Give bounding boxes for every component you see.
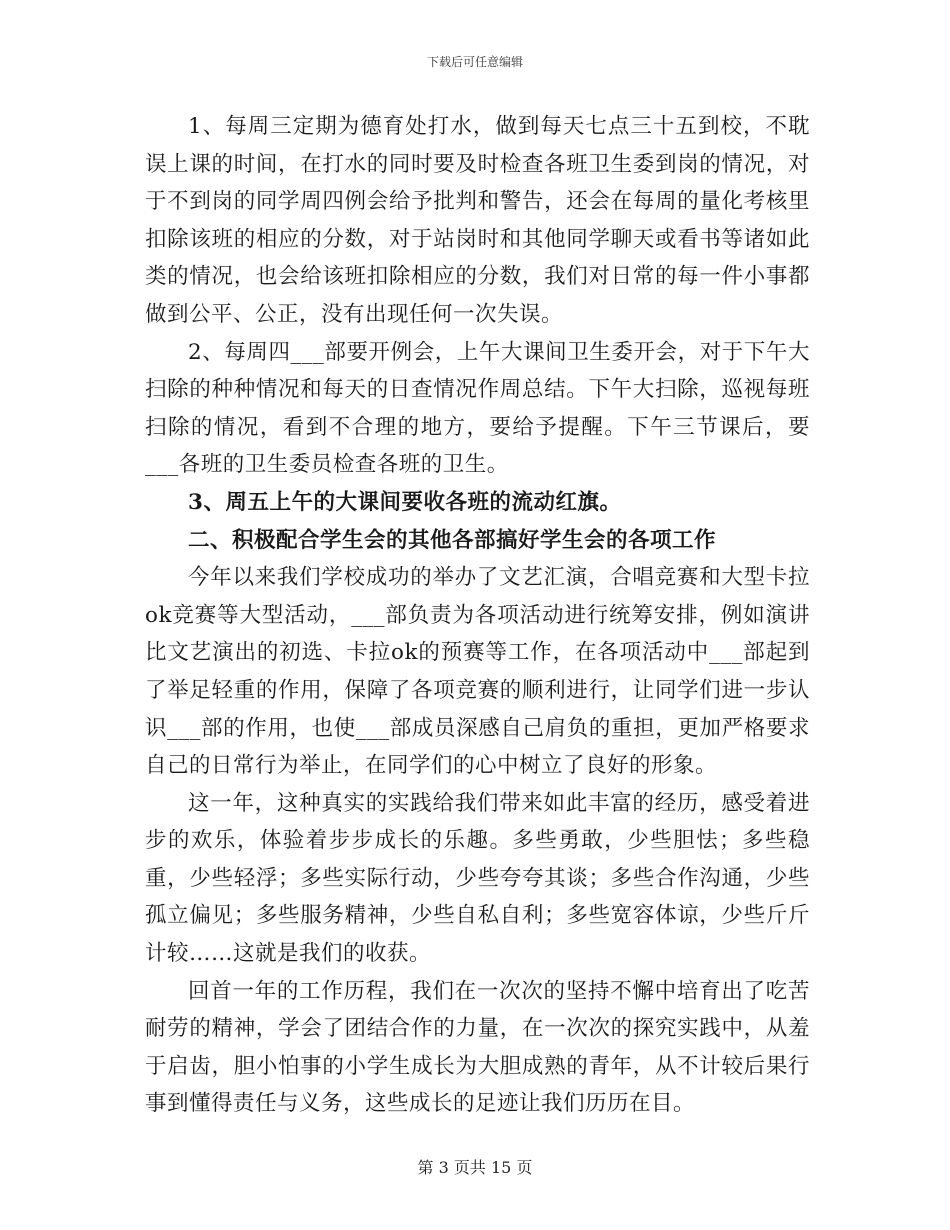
document-body [145,108,810,1123]
paragraph-4: 今年以来我们学校成功的举办了文艺汇演，合唱竞赛和大型卡拉ok竞赛等大型活动，___部负责为各项活动进行统筹安排，例如演讲比文艺演出的初选、卡拉ok的预赛等工作，在各项活动中___部起到了举足轻重的作用，保障了各项竞赛的顺利进行，让同学们进一步认识___部的作用，也使___部成员深感自己肩负的重担，更加严格要求自己的日常行为举止，在同学们的心中树立了良好的形象。 [145,565,810,779]
paragraph-3-bold: 3、周五上午的大课间要收各班的流动红旗。 [188,489,622,515]
page-header: 下载后可任意编辑 [426,55,523,69]
paragraph-6: 回首一年的工作历程，我们在一次次的坚持不懈中培育出了吃苦耐劳的精神，学会了团结合作的力量，在一次次的探究实践中，从羞于启齿，胆小怕事的小学生成长为大胆成熟的青年，从不计较后果行事到懂得责任与义务，这些成长的足迹让我们历历在目。 [145,978,810,1117]
paragraph-5: 这一年，这种真实的实践给我们带来如此丰富的经历，感受着进步的欢乐，体验着步步成长的乐趣。多些勇敢，少些胆怯；多些稳重，少些轻浮；多些实际行动，少些夸夸其谈；多些合作沟通，少些孤立偏见；多些服务精神，少些自私自利；多些宽容体谅，少些斤斤计较……这就是我们的收获。 [145,790,810,967]
paragraph-1: 1、每周三定期为德育处打水，做到每天七点三十五到校，不耽误上课的时间，在打水的同时要及时检查各班卫生委到岗的情况，对于不到岗的同学周四例会给予批判和警告，还会在每周的量化考核里扣除该班的相应的分数，对于站岗时和其他同学聊天或看书等诸如此类的情况，也会给该班扣除相应的分数，我们对日常的每一件小事都做到公平、公正，没有出现任何一次失误。 [145,114,810,327]
section-heading: 二、积极配合学生会的其他各部搞好学生会的各项工作 [188,527,717,553]
page-footer: 第 3 页共 15 页 [417,1158,533,1177]
paragraph-2: 2、每周四___部要开例会，上午大课间卫生委开会，对于下午大扫除的种种情况和每天的日查情况作周总结。下午大扫除，巡视每班扫除的情况，看到不合理的地方，要给予提醒。下午三节课后，要___各班的卫生委员检查各班的卫生。 [145,339,810,478]
